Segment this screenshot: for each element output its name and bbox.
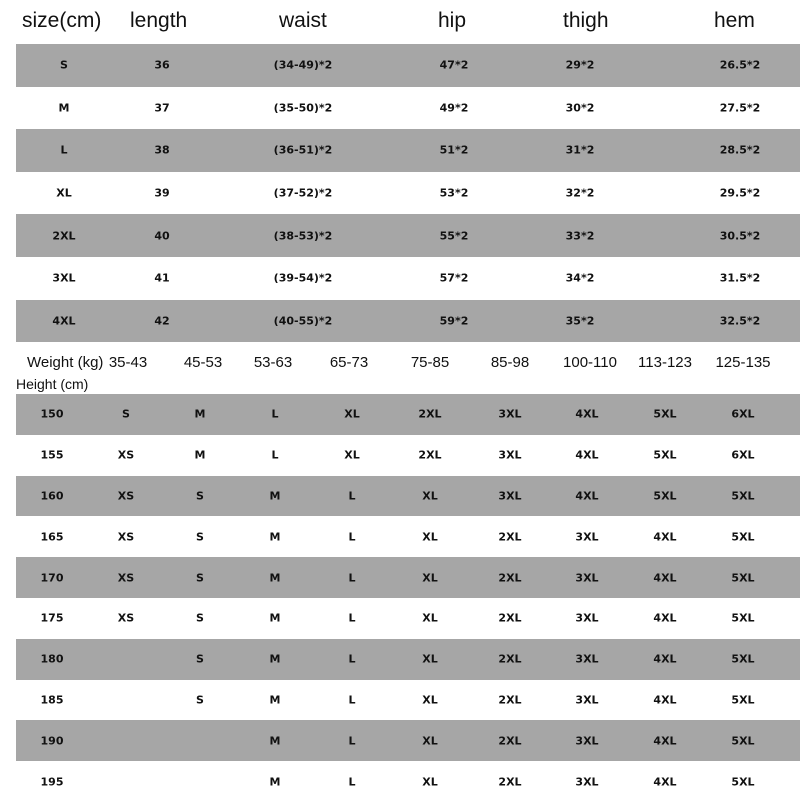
- weight-height-row: [16, 639, 800, 680]
- header-waist: waist: [279, 9, 327, 32]
- recommended-size: S: [122, 407, 130, 421]
- recommended-size: 3XL: [575, 693, 599, 707]
- recommended-size: L: [348, 734, 356, 748]
- size-table-cell: L: [60, 143, 68, 157]
- recommended-size: XL: [422, 734, 438, 748]
- height-value: 175: [40, 611, 64, 625]
- recommended-size: 4XL: [653, 734, 677, 748]
- recommended-size: L: [348, 693, 356, 707]
- weight-range: 45-53: [183, 354, 223, 371]
- recommended-size: S: [196, 693, 204, 707]
- weight-label: Weight (kg): [27, 354, 104, 371]
- size-table-cell: 28.5*2: [719, 143, 761, 157]
- size-table-row: [16, 44, 800, 87]
- header-length: length: [130, 9, 188, 32]
- recommended-size: M: [269, 489, 281, 503]
- size-table-cell: 31*2: [565, 143, 595, 157]
- recommended-size: XL: [422, 693, 438, 707]
- recommended-size: L: [348, 652, 356, 666]
- recommended-size: 5XL: [653, 448, 677, 462]
- recommended-size: 2XL: [418, 448, 442, 462]
- size-table-cell: 55*2: [439, 229, 469, 243]
- weight-height-row: [16, 516, 800, 557]
- recommended-size: L: [271, 407, 279, 421]
- recommended-size: 3XL: [575, 652, 599, 666]
- recommended-size: 4XL: [653, 571, 677, 585]
- size-table-cell: 36: [154, 58, 170, 72]
- recommended-size: 6XL: [731, 407, 755, 421]
- weight-range: 75-85: [410, 354, 450, 371]
- recommended-size: 2XL: [498, 652, 522, 666]
- recommended-size: L: [348, 611, 356, 625]
- size-table-cell: (40-55)*2: [273, 314, 333, 328]
- weight-height-row: [16, 720, 800, 761]
- weight-range: 53-63: [253, 354, 293, 371]
- recommended-size: XS: [117, 448, 135, 462]
- size-table-row: [16, 214, 800, 257]
- recommended-size: 5XL: [731, 775, 755, 789]
- size-table-cell: (38-53)*2: [273, 229, 333, 243]
- recommended-size: XL: [422, 489, 438, 503]
- recommended-size: XS: [117, 611, 135, 625]
- height-value: 160: [40, 489, 64, 503]
- recommended-size: 4XL: [575, 448, 599, 462]
- recommended-size: S: [196, 611, 204, 625]
- height-value: 180: [40, 652, 64, 666]
- recommended-size: S: [196, 571, 204, 585]
- size-table-cell: (36-51)*2: [273, 143, 333, 157]
- recommended-size: XL: [422, 571, 438, 585]
- recommended-size: 3XL: [498, 448, 522, 462]
- height-value: 195: [40, 775, 64, 789]
- size-table-cell: 31.5*2: [719, 271, 761, 285]
- recommended-size: L: [348, 530, 356, 544]
- recommended-size: 3XL: [575, 530, 599, 544]
- recommended-size: L: [271, 448, 279, 462]
- size-table-cell: 4XL: [52, 314, 76, 328]
- size-table-header: [0, 0, 800, 44]
- size-table-cell: 42: [154, 314, 170, 328]
- size-table-cell: 57*2: [439, 271, 469, 285]
- recommended-size: S: [196, 489, 204, 503]
- size-table-cell: 34*2: [565, 271, 595, 285]
- recommended-size: 4XL: [575, 489, 599, 503]
- recommended-size: M: [269, 693, 281, 707]
- size-table-cell: 26.5*2: [719, 58, 761, 72]
- recommended-size: 3XL: [575, 611, 599, 625]
- recommended-size: 5XL: [731, 693, 755, 707]
- weight-height-row: [16, 476, 800, 517]
- recommended-size: 4XL: [653, 611, 677, 625]
- size-table-cell: 59*2: [439, 314, 469, 328]
- recommended-size: 4XL: [653, 530, 677, 544]
- recommended-size: XL: [422, 652, 438, 666]
- weight-range: 85-98: [490, 354, 530, 371]
- size-table-cell: 47*2: [439, 58, 469, 72]
- recommended-size: S: [196, 652, 204, 666]
- recommended-size: 5XL: [653, 407, 677, 421]
- recommended-size: XS: [117, 571, 135, 585]
- height-value: 165: [40, 530, 64, 544]
- weight-height-row: [16, 598, 800, 639]
- size-table-cell: 41: [154, 271, 170, 285]
- height-value: 155: [40, 448, 64, 462]
- recommended-size: XL: [422, 530, 438, 544]
- recommended-size: M: [269, 652, 281, 666]
- weight-height-row: [16, 435, 800, 476]
- size-table-cell: XL: [56, 186, 72, 200]
- height-value: 150: [40, 407, 64, 421]
- size-table-cell: (35-50)*2: [273, 101, 333, 115]
- recommended-size: M: [269, 734, 281, 748]
- size-table-cell: 53*2: [439, 186, 469, 200]
- size-table-cell: 27.5*2: [719, 101, 761, 115]
- recommended-size: 5XL: [731, 734, 755, 748]
- recommended-size: XS: [117, 530, 135, 544]
- recommended-size: 2XL: [498, 571, 522, 585]
- recommended-size: 2XL: [498, 530, 522, 544]
- size-table-cell: 35*2: [565, 314, 595, 328]
- weight-height-row: [16, 557, 800, 598]
- size-table-cell: 51*2: [439, 143, 469, 157]
- recommended-size: 4XL: [653, 652, 677, 666]
- recommended-size: 5XL: [731, 571, 755, 585]
- size-table-cell: 30*2: [565, 101, 595, 115]
- recommended-size: 6XL: [731, 448, 755, 462]
- weight-range: 100-110: [563, 354, 617, 371]
- weight-range: 35-43: [108, 354, 148, 371]
- recommended-size: 2XL: [498, 693, 522, 707]
- recommended-size: 2XL: [498, 775, 522, 789]
- recommended-size: L: [348, 489, 356, 503]
- size-table-cell: 29.5*2: [719, 186, 761, 200]
- size-table-cell: S: [60, 58, 68, 72]
- recommended-size: 5XL: [731, 489, 755, 503]
- weight-height-row: [16, 761, 800, 802]
- recommended-size: 5XL: [731, 530, 755, 544]
- height-value: 185: [40, 693, 64, 707]
- recommended-size: XS: [117, 489, 135, 503]
- size-table-cell: 29*2: [565, 58, 595, 72]
- recommended-size: M: [269, 775, 281, 789]
- recommended-size: 3XL: [575, 571, 599, 585]
- size-table-cell: 33*2: [565, 229, 595, 243]
- size-table-row: [16, 257, 800, 300]
- recommended-size: 5XL: [731, 611, 755, 625]
- size-table-cell: 49*2: [439, 101, 469, 115]
- weight-height-row: [16, 394, 800, 435]
- recommended-size: 4XL: [653, 775, 677, 789]
- weight-height-row: [16, 680, 800, 721]
- size-table-cell: 32.5*2: [719, 314, 761, 328]
- size-table-row: [16, 172, 800, 215]
- header-hem: hem: [714, 9, 755, 32]
- size-table-cell: (34-49)*2: [273, 58, 333, 72]
- recommended-size: XL: [344, 448, 360, 462]
- weight-range: 113-123: [638, 354, 692, 371]
- recommended-size: M: [269, 530, 281, 544]
- recommended-size: 3XL: [575, 775, 599, 789]
- size-table-cell: 32*2: [565, 186, 595, 200]
- recommended-size: 5XL: [653, 489, 677, 503]
- recommended-size: XL: [344, 407, 360, 421]
- header-thigh: thigh: [563, 9, 609, 32]
- size-table-row: [16, 87, 800, 130]
- recommended-size: XL: [422, 611, 438, 625]
- size-table-cell: (37-52)*2: [273, 186, 333, 200]
- recommended-size: L: [348, 775, 356, 789]
- weight-range: 65-73: [329, 354, 369, 371]
- size-table-cell: 2XL: [52, 229, 76, 243]
- recommended-size: 2XL: [498, 734, 522, 748]
- size-table-row: [16, 300, 800, 343]
- header-hip: hip: [438, 9, 467, 32]
- recommended-size: L: [348, 571, 356, 585]
- size-table-cell: 30.5*2: [719, 229, 761, 243]
- recommended-size: M: [269, 611, 281, 625]
- recommended-size: 4XL: [575, 407, 599, 421]
- recommended-size: M: [194, 448, 206, 462]
- size-table-cell: 38: [154, 143, 170, 157]
- size-table-row: [16, 129, 800, 172]
- height-value: 190: [40, 734, 64, 748]
- size-table-cell: (39-54)*2: [273, 271, 333, 285]
- size-table-cell: 3XL: [52, 271, 76, 285]
- size-table-cell: M: [58, 101, 70, 115]
- recommended-size: 3XL: [498, 489, 522, 503]
- recommended-size: 3XL: [575, 734, 599, 748]
- size-table-cell: 40: [154, 229, 170, 243]
- recommended-size: 2XL: [418, 407, 442, 421]
- height-value: 170: [40, 571, 64, 585]
- size-table-cell: 39: [154, 186, 170, 200]
- header-size: size(cm): [22, 9, 102, 32]
- recommended-size: 4XL: [653, 693, 677, 707]
- size-table-cell: 37: [154, 101, 170, 115]
- recommended-size: 2XL: [498, 611, 522, 625]
- recommended-size: XL: [422, 775, 438, 789]
- recommended-size: M: [194, 407, 206, 421]
- recommended-size: S: [196, 530, 204, 544]
- recommended-size: M: [269, 571, 281, 585]
- weight-range: 125-135: [715, 354, 771, 371]
- height-label: Height (cm): [16, 376, 89, 392]
- recommended-size: 3XL: [498, 407, 522, 421]
- recommended-size: 5XL: [731, 652, 755, 666]
